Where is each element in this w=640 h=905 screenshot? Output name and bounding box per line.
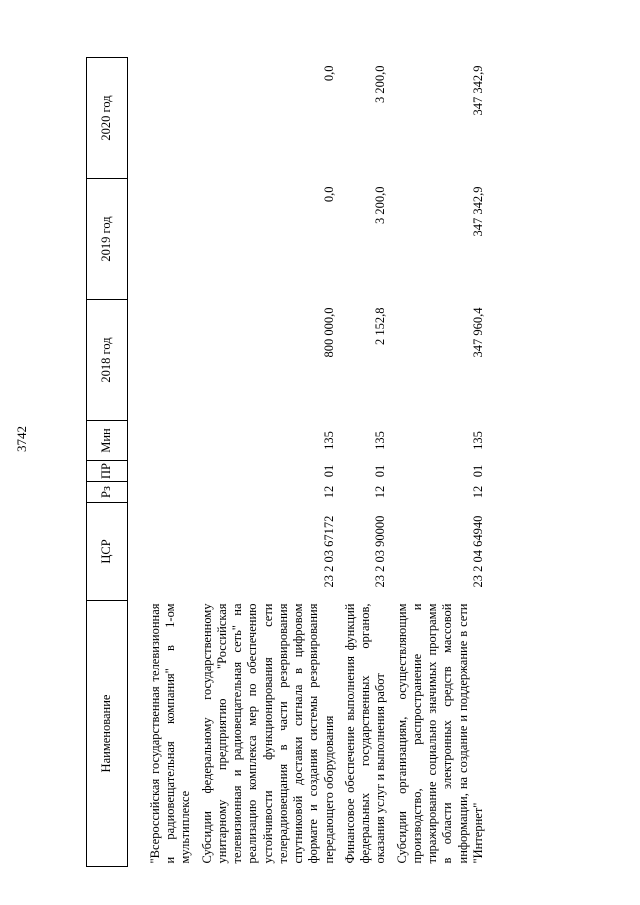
row-pr [128, 461, 198, 482]
row-min: 135 [321, 431, 336, 450]
row-pr: 01 [470, 464, 485, 478]
row-csr: 23 2 04 64940 [470, 515, 485, 588]
header-2018: 2018 год [87, 300, 128, 421]
table-row [341, 58, 393, 867]
row-name: Финансовое обеспечение выполнения функций федеральных государственных органов, оказания услуг и выполнения работ [342, 603, 388, 864]
row-csr: 23 2 03 90000 [373, 515, 388, 588]
row-csr [128, 503, 198, 601]
row-min [128, 421, 198, 461]
row-2019: 347 342,9 [470, 186, 485, 237]
row-2020: 3 200,0 [373, 65, 388, 103]
header-rz: Рз [87, 482, 128, 503]
row-rz: 12 [373, 485, 388, 499]
table-row [198, 58, 341, 867]
row-rz [128, 482, 198, 503]
header-row [87, 58, 128, 867]
budget-table-rotated [86, 57, 606, 867]
budget-table [86, 57, 490, 867]
row-pr: 01 [321, 464, 336, 478]
row-2018: 2 152,8 [373, 307, 388, 345]
table-row [393, 58, 491, 867]
header-csr: ЦСР [87, 503, 128, 601]
header-name: Наименование [87, 601, 128, 867]
row-csr: 23 2 03 67172 [321, 515, 336, 588]
row-2020: 0,0 [321, 65, 336, 82]
row-rz: 12 [470, 485, 485, 499]
row-2019 [128, 179, 198, 300]
row-2018: 800 000,0 [321, 307, 336, 358]
row-2020: 347 342,9 [470, 65, 485, 116]
row-2018: 347 960,4 [470, 307, 485, 358]
row-rz: 12 [321, 485, 336, 499]
row-name: Субсидии организациям, осуществляющим производство, распространение и тиражирование социально значимых программ в области электронных средств массовой информации, на создание и поддержание в сети "Интернет" [394, 603, 485, 864]
row-min: 135 [470, 431, 485, 450]
header-min: Мин [87, 421, 128, 461]
row-name: Субсидии федеральному государственному унитарному предприятию "Российская телевизионная и радиовещательная сеть" на реализацию комплекса мер по обеспечению устойчивости функционирования сети телерадиовещания в части резервирования спутниковой доставки сигнала в цифровом формате и создания системы резервирования передающего оборудования [199, 603, 336, 864]
row-pr: 01 [373, 464, 388, 478]
header-2019: 2019 год [87, 179, 128, 300]
row-min: 135 [373, 431, 388, 450]
page-number: 3742 [14, 426, 29, 452]
header-2020: 2020 год [87, 58, 128, 179]
row-2019: 0,0 [321, 186, 336, 203]
row-2019: 3 200,0 [373, 186, 388, 224]
row-name: "Всероссийская государственная телевизионная и радиовещательная компания" в 1-ом мультиплексе [147, 603, 193, 864]
header-pr: ПР [87, 461, 128, 482]
row-2018 [128, 300, 198, 421]
table-row [128, 58, 198, 867]
row-2020 [128, 58, 198, 179]
